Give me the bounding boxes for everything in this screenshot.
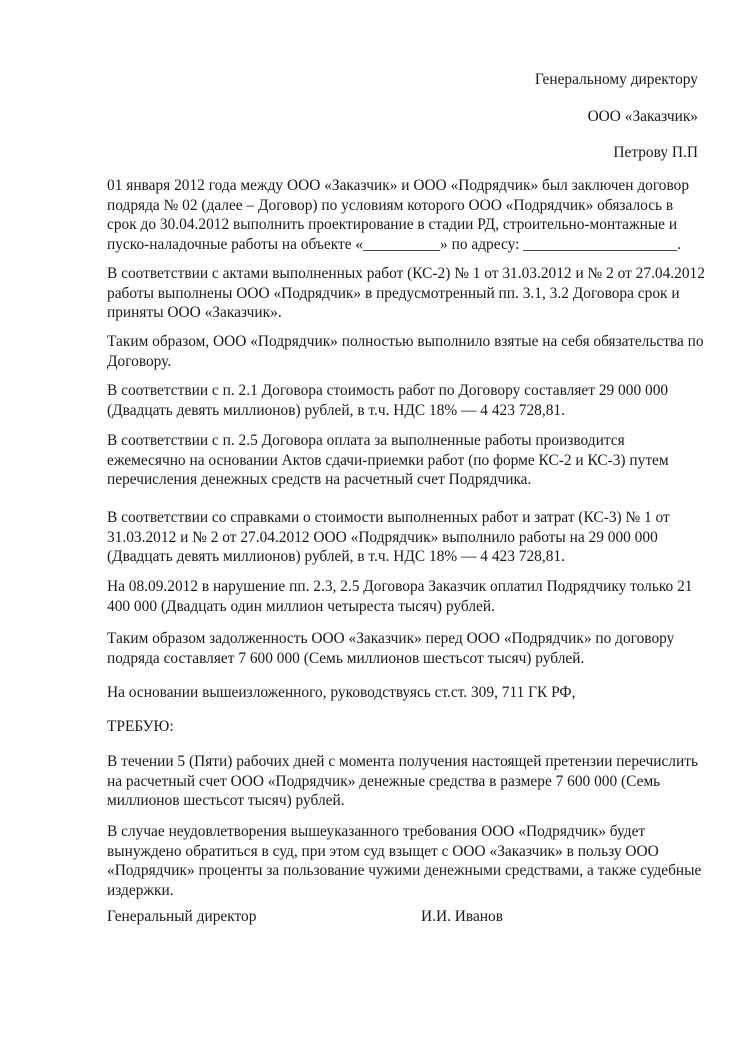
paragraph-legal-basis: [107, 683, 707, 703]
text-line: пуско-наладочные работы на объекте «__________» по адресу: ____________________.: [107, 235, 681, 253]
text-line: На 08.09.2012 в нарушение пп. 2.3, 2.5 Договора Заказчик оплатил Подрядчику только 21: [107, 578, 693, 595]
text-line: ТРЕБУЮ:: [107, 718, 174, 735]
text-line: Таким образом задолженность ООО «Заказчик» перед ООО «Подрядчик» по договору: [107, 630, 675, 647]
paragraph-obligations-fulfilled: [107, 332, 707, 371]
paragraph-demand-heading: [107, 717, 707, 737]
signature-name: И.И. Иванов: [421, 908, 503, 925]
text-line: (Двадцать девять миллионов) рублей, в т.ч. НДС 18% — 4 423 728,81.: [107, 548, 565, 566]
text-line: «Подрядчик» проценты за пользование чужими денежными средствами, а также судебные: [107, 862, 702, 880]
text-line: (Двадцать девять миллионов) рублей, в т.ч. НДС 18% — 4 423 728,81.: [107, 401, 565, 419]
text-line: срок до 30.04.2012 выполнить проектирование в стадии РД, строительно-монтажные и: [107, 216, 678, 234]
text-line: перечисления денежных средств на расчетный счет Подрядчика.: [107, 471, 532, 489]
text-line: на расчетный счет ООО «Подрядчик» денежные средства в размере 7 600 000 (Семь: [107, 772, 661, 790]
text-line: приняты ООО «Заказчик».: [107, 304, 282, 322]
text-line: В соответствии с актами выполненных работ (КС-2) № 1 от 31.03.2012 и № 2 от 27.04.2012: [107, 265, 705, 282]
addressee-company: ООО «Заказчик»: [587, 108, 698, 125]
text-line: В соответствии с п. 2.5 Договора оплата за выполненные работы производится: [107, 432, 625, 449]
paragraph-partial-payment: [107, 577, 707, 616]
text-line: миллионов шестьсот тысяч) рублей.: [107, 792, 345, 810]
text-line: подряда № 02 (далее – Договор) по условиям которого ООО «Подрядчик» обязалось в: [107, 196, 674, 214]
text-line: 01 января 2012 года между ООО «Заказчик» и ООО «Подрядчик» был заключен договор: [107, 177, 690, 194]
text-line: ежемесячно на основании Актов сдачи-приемки работ (по форме КС-2 и КС-3) путем: [107, 451, 669, 469]
text-line: В случае неудовлетворения вышеуказанного требования ООО «Подрядчик» будет: [107, 823, 646, 840]
text-line: В течении 5 (Пяти) рабочих дней с момента получения настоящей претензии перечислить: [107, 753, 698, 770]
text-line: В соответствии со справками о стоимости выполненных работ и затрат (КС-3) № 1 от: [107, 509, 670, 526]
text-line: 31.03.2012 и № 2 от 27.04.2012 ООО «Подрядчик» выполнило работы на 29 000 000: [107, 528, 658, 546]
addressee-name: Петрову П.П: [613, 144, 698, 161]
text-line: Таким образом, ООО «Подрядчик» полностью выполнило взятые на себя обязательства по: [107, 333, 704, 350]
text-line: вынуждено обратиться в суд, при этом суд взыщет с ООО «Заказчик» в пользу ООО: [107, 842, 659, 860]
paragraph-cost-certificates-ks3: [107, 508, 707, 567]
paragraph-payment-terms: [107, 431, 707, 490]
paragraph-debt-amount: [107, 629, 707, 668]
text-line: работы выполнены ООО «Подрядчик» в предусмотренный пп. 3.1, 3.2 Договора срок и: [107, 284, 680, 302]
text-line: В соответствии с п. 2.1 Договора стоимость работ по Договору составляет 29 000 000: [107, 382, 669, 399]
paragraph-contract-cost: [107, 381, 707, 420]
paragraph-acts-ks2: [107, 264, 707, 323]
text-line: подряда составляет 7 600 000 (Семь миллионов шестьсот тысяч) рублей.: [107, 649, 585, 667]
text-line: Договору.: [107, 352, 172, 370]
paragraph-court-warning: [107, 822, 707, 900]
signature-title: Генеральный директор: [107, 908, 257, 925]
text-line: На основании вышеизложенного, руководствуясь ст.ст. 309, 711 ГК РФ,: [107, 684, 576, 701]
paragraph-contract-intro: [107, 176, 707, 254]
text-line: издержки.: [107, 881, 174, 899]
text-line: 400 000 (Двадцать один миллион четыреста тысяч) рублей.: [107, 597, 495, 615]
addressee-position: Генеральному директору: [534, 71, 698, 88]
paragraph-demand-transfer: [107, 752, 707, 811]
